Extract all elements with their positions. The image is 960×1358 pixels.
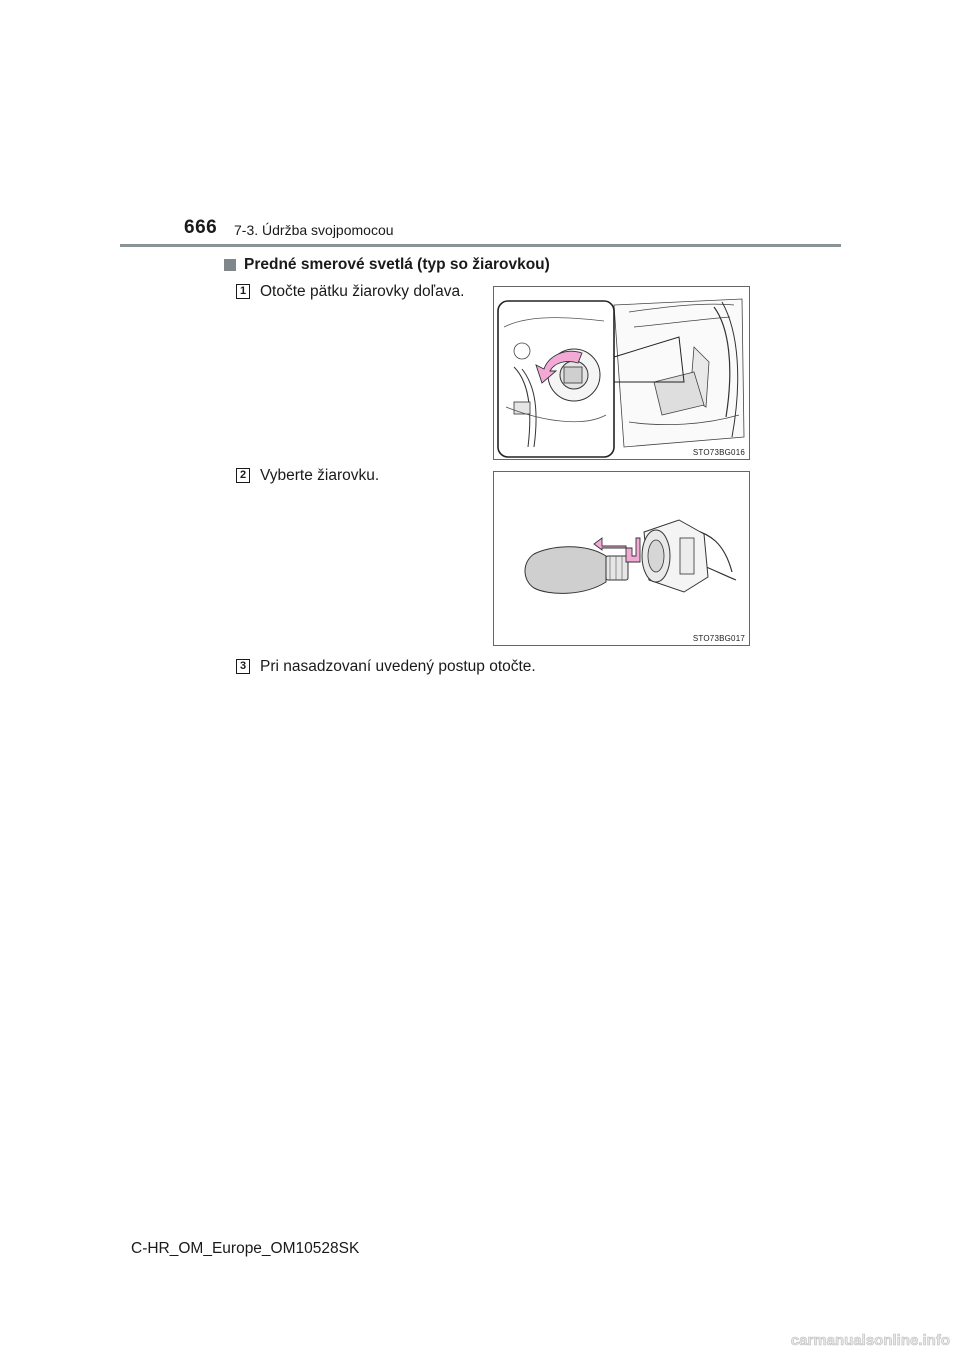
- page-number: 666: [184, 217, 218, 238]
- step-number-2: 2: [236, 468, 250, 483]
- bulb-illustration: [494, 472, 751, 647]
- section-title: 7-3. Údržba svojpomocou: [234, 222, 394, 238]
- watermark-logo: [772, 1327, 952, 1351]
- step-number-1: 1: [236, 284, 250, 299]
- figure-bulb-socket: [493, 286, 750, 460]
- step-text-2: Vyberte žiarovku.: [260, 467, 380, 484]
- svg-text:carmanualsonline.info: carmanualsonline.info: [790, 1332, 950, 1349]
- step-number-3: 3: [236, 659, 250, 674]
- step-text-1: Otočte pätku žiarovky doľava.: [260, 283, 465, 300]
- footer-document-id: C-HR_OM_Europe_OM10528SK: [131, 1240, 360, 1257]
- socket-illustration: [494, 287, 751, 461]
- header-rule: [120, 244, 841, 247]
- heading-text: Predné smerové svetlá (typ so žiarovkou): [244, 256, 550, 273]
- figure-code-2: STO73BG017: [692, 634, 745, 643]
- step-text-3: Pri nasadzovaní uvedený postup otočte.: [260, 658, 536, 675]
- heading-square-icon: [224, 259, 236, 271]
- figure-code-1: STO73BG016: [692, 448, 745, 457]
- heading: [224, 256, 550, 274]
- figure-bulb-removal: [493, 471, 750, 646]
